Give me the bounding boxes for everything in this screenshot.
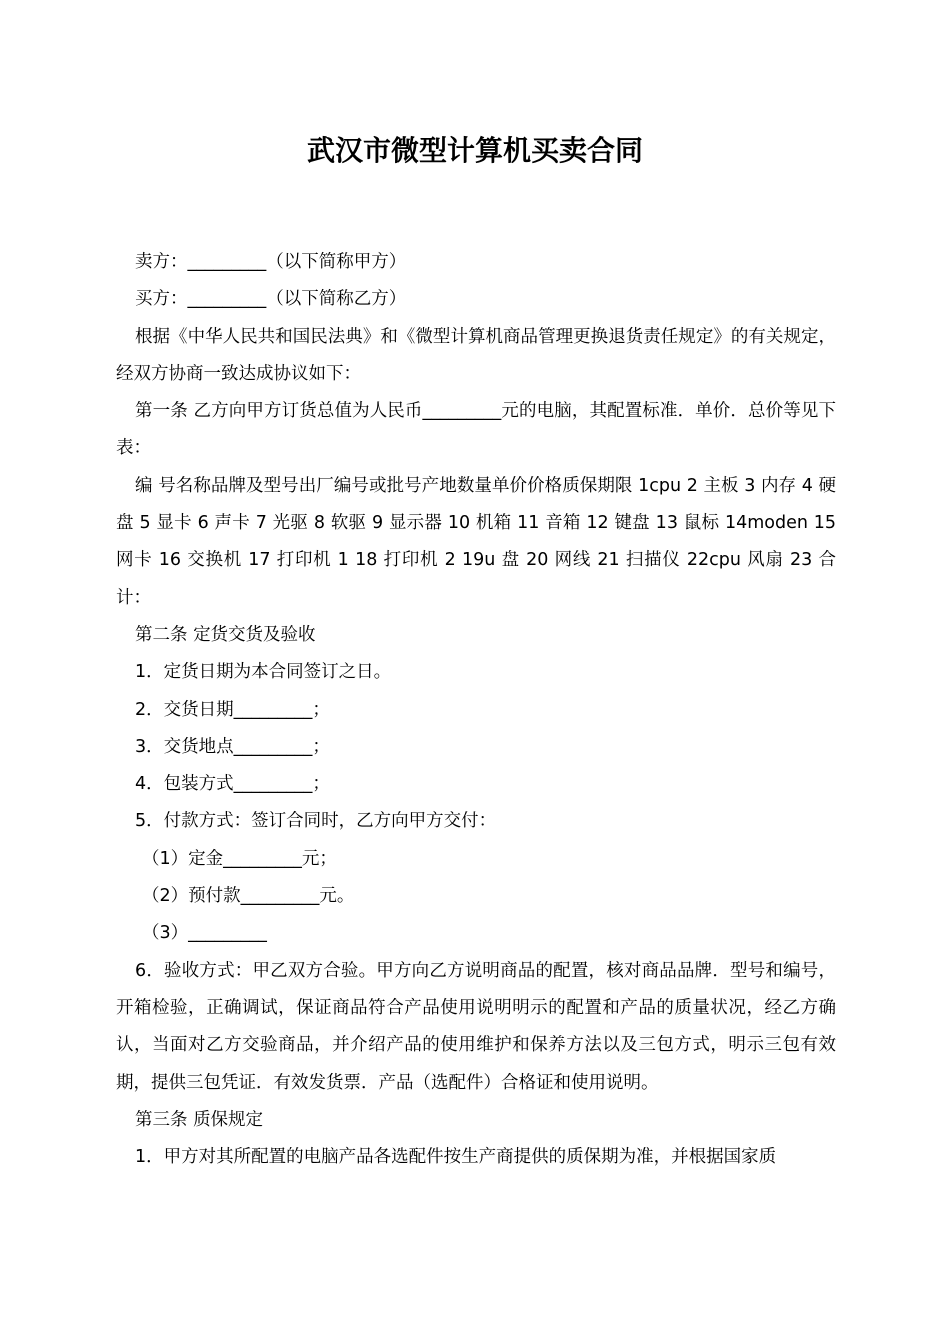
article-1-paragraph: 第一条 乙方向甲方订货总值为人民币_________元的电脑，其配置标准．单价．总价等见下表：: [116, 401, 836, 459]
article-3-heading: 第三条 质保规定: [135, 1109, 264, 1130]
article-2-heading: 第二条 定货交货及验收: [135, 624, 316, 645]
document-title: 武汉市微型计算机买卖合同: [306, 134, 643, 167]
packaging-clause: 4．包装方式_________；: [135, 774, 330, 795]
preamble-paragraph: 根据《中华人民共和国民法典》和《微型计算机商品管理更换退货责任规定》的有关规定，经双方协商一致达成协议如下：: [116, 326, 836, 384]
delivery-place-clause: 3．交货地点_________；: [135, 736, 330, 757]
configuration-list-paragraph: 编 号名称品牌及型号出厂编号或批号产地数量单价价格质保期限 1cpu 2 主板 3 内存 4 硬盘 5 显卡 6 声卡 7 光驱 8 软驱 9 显示器 10 机箱 11 音箱 12 键盘 13 鼠标 14moden 15 网卡 16 交换机 17 打印机 1 18 打印机 2 19u 盘 20 网线 21 扫描仪 22cpu 风扇 23 合计：: [116, 475, 836, 608]
other-payment-item: （3）_________: [142, 923, 267, 944]
acceptance-clause: 6．验收方式：甲乙双方合验。甲方向乙方说明商品的配置，核对商品品牌．型号和编号，开箱检验，正确调试，保证商品符合产品使用说明明示的配置和产品的质量状况，经乙方确认，当面对乙方交验商品，并介绍产品的使用维护和保养方法以及三包方式，明示三包有效期，提供三包凭证．有效发货票．产品（选配件）合格证和使用说明。: [116, 960, 836, 1093]
buyer-line: 买方：_________（以下简称乙方）: [135, 289, 407, 310]
order-date-clause: 1．定货日期为本合同签订之日。: [135, 662, 392, 683]
delivery-date-clause: 2．交货日期_________；: [135, 699, 330, 720]
deposit-item: （1）定金_________元；: [142, 848, 337, 869]
payment-clause: 5．付款方式：签订合同时，乙方向甲方交付：: [135, 811, 497, 832]
prepayment-item: （2）预付款_________元。: [142, 886, 355, 907]
document-body: [116, 244, 836, 1176]
seller-line: 卖方：_________（以下简称甲方）: [135, 252, 407, 272]
warranty-clause-1: 1．甲方对其所配置的电脑产品各选配件按生产商提供的质保期为准，并根据国家质: [135, 1147, 777, 1168]
